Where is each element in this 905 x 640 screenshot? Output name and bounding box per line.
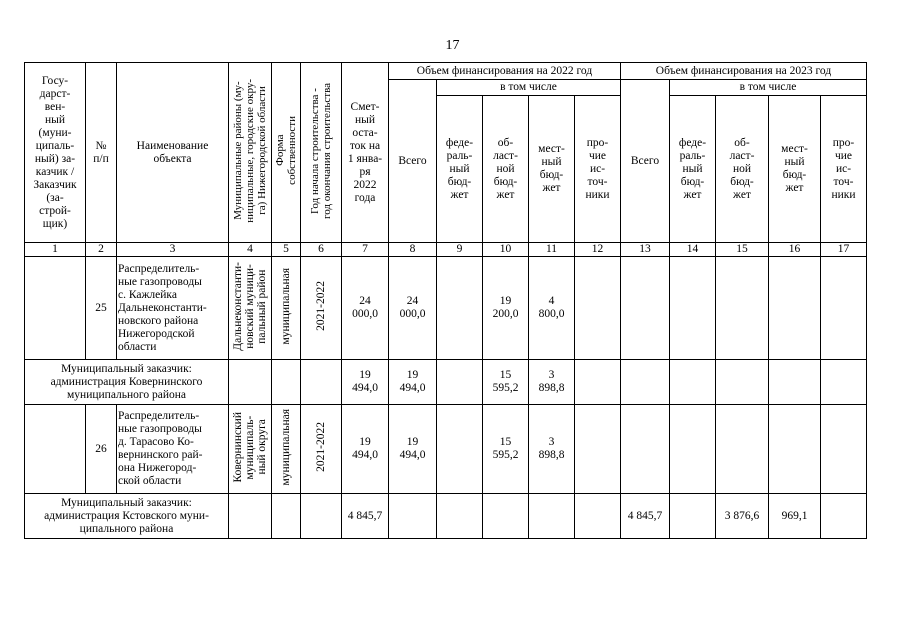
col-number: 15 (716, 243, 769, 257)
header-other-2023: про- чие ис- точ- ники (821, 96, 867, 243)
ownership: муниципальная (272, 257, 301, 360)
header-districts: Муниципальные районы (му- ниципальные, городские окру- га) Нижегородской области (229, 63, 272, 243)
local-2022-value: 3 898,8 (529, 360, 575, 405)
col-number: 1 (25, 243, 86, 257)
col-number: 4 (229, 243, 272, 257)
col-number: 12 (575, 243, 621, 257)
col-number: 8 (389, 243, 437, 257)
regional-2022-value: 15 595,2 (483, 360, 529, 405)
header-total-2022: Всего (389, 80, 437, 243)
district: Ковернинский муниципаль- ный округа (229, 405, 272, 494)
object-name: Распределитель- ные газопроводы с. Кажлейка Дальнеконстанти- новского района Нижегородской области (117, 257, 229, 360)
header-federal-2023: феде- раль- ный бюд- жет (670, 96, 716, 243)
header-financing-2023: Объем финансирования на 2023 год (621, 63, 867, 80)
header-total-2023: Всего (621, 80, 670, 243)
column-numbers-row (25, 243, 867, 257)
estimate-value: 19 494,0 (342, 405, 389, 494)
header-regional-2023: об- ласт- ной бюд- жет (716, 96, 769, 243)
years: 2021-2022 (301, 405, 342, 494)
ownership: муниципальная (272, 405, 301, 494)
customer-label: Муниципальный заказчик: администрация Ковернинского муниципального района (25, 360, 229, 405)
district: Дальнеконстанти- новский муници- пальный район (229, 257, 272, 360)
financing-table (24, 62, 867, 539)
estimate-value: 24 000,0 (342, 257, 389, 360)
regional-2023-value: 3 876,6 (716, 494, 769, 539)
local-2022-value: 4 800,0 (529, 257, 575, 360)
header-customer: Госу- дарст- вен- ный (муни- ципаль- ный) за- казчик / Заказчик (за- строй- щик) (25, 63, 86, 243)
header-object-name: Наименование объекта (117, 63, 229, 243)
header-other-2022: про- чие ис- точ- ники (575, 96, 621, 243)
col-number: 11 (529, 243, 575, 257)
regional-2022-value: 15 595,2 (483, 405, 529, 494)
table-row-customer-kovernino (25, 360, 867, 405)
header-incl-2022: в том числе (437, 80, 621, 96)
object-name: Распределитель- ные газопроводы д. Тарасово Ко- вернинского рай- она Нижегород- ской области (117, 405, 229, 494)
total-2023-value: 4 845,7 (621, 494, 670, 539)
years: 2021-2022 (301, 257, 342, 360)
col-number: 10 (483, 243, 529, 257)
header-estimate: Смет- ный оста- ток на 1 янва- ря 2022 года (342, 63, 389, 243)
header-incl-2023: в том числе (670, 80, 867, 96)
total-2022-value: 19 494,0 (389, 405, 437, 494)
estimate-value: 19 494,0 (342, 360, 389, 405)
header-local-2022: мест- ный бюд- жет (529, 96, 575, 243)
header-local-2023: мест- ный бюд- жет (769, 96, 821, 243)
header-ownership: Форма собственности (272, 63, 301, 243)
col-number: 7 (342, 243, 389, 257)
customer-label: Муниципальный заказчик: администрация Кстовского муни- ципального района (25, 494, 229, 539)
row-number: 25 (86, 257, 117, 360)
col-number: 9 (437, 243, 483, 257)
local-2022-value: 3 898,8 (529, 405, 575, 494)
row-number: 26 (86, 405, 117, 494)
table-row-25 (25, 257, 867, 360)
header-years: Год начала строительства - год окончания строительства (301, 63, 342, 243)
table-row-customer-kstovo (25, 494, 867, 539)
col-number: 3 (117, 243, 229, 257)
header-financing-2022: Объем финансирования на 2022 год (389, 63, 621, 80)
col-number: 14 (670, 243, 716, 257)
regional-2022-value: 19 200,0 (483, 257, 529, 360)
estimate-value: 4 845,7 (342, 494, 389, 539)
total-2022-value: 19 494,0 (389, 360, 437, 405)
header-regional-2022: об- ласт- ной бюд- жет (483, 96, 529, 243)
col-number: 16 (769, 243, 821, 257)
col-number: 2 (86, 243, 117, 257)
page-number: 17 (445, 38, 460, 53)
header-number: № п/п (86, 63, 117, 243)
total-2022-value: 24 000,0 (389, 257, 437, 360)
col-number: 5 (272, 243, 301, 257)
col-number: 17 (821, 243, 867, 257)
col-number: 13 (621, 243, 670, 257)
header-federal-2022: феде- раль- ный бюд- жет (437, 96, 483, 243)
col-number: 6 (301, 243, 342, 257)
local-2023-value: 969,1 (769, 494, 821, 539)
table-row-26 (25, 405, 867, 494)
